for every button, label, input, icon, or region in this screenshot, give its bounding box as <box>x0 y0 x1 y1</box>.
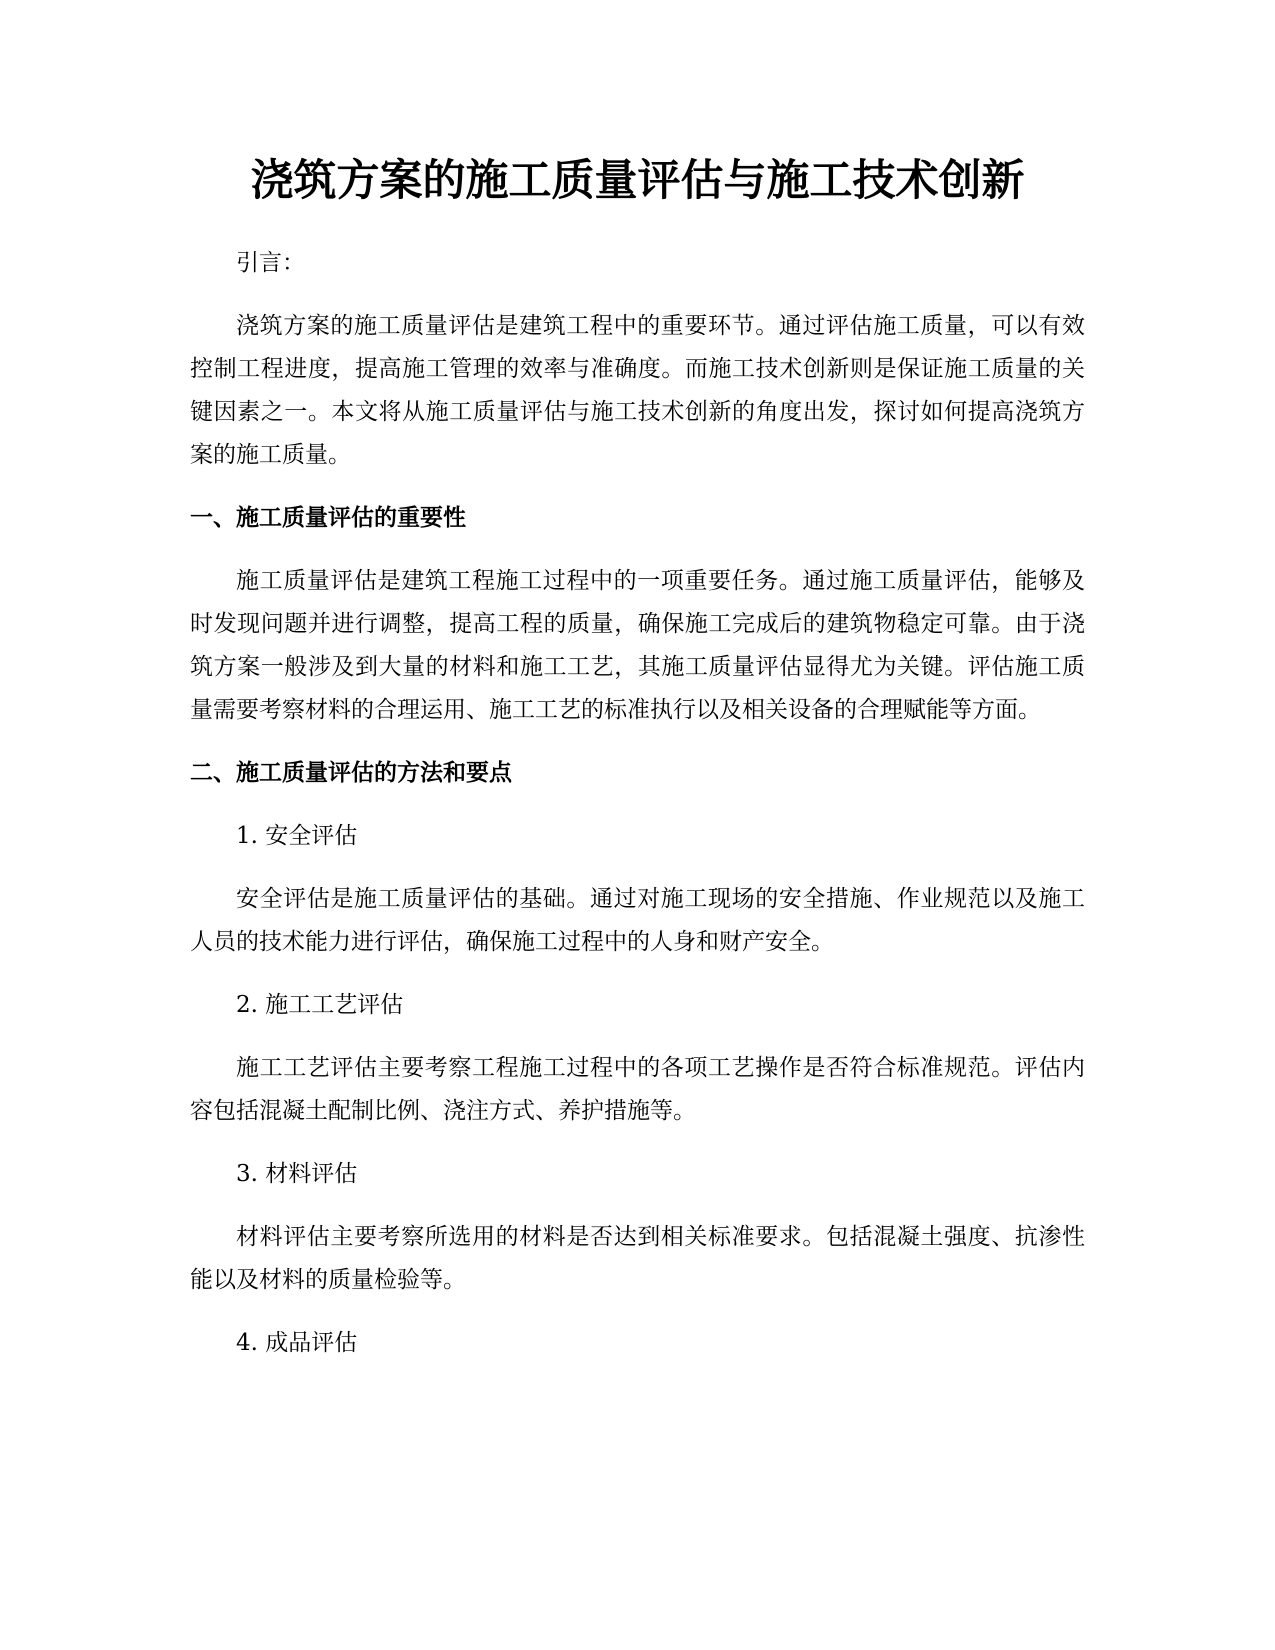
intro-paragraph: 浇筑方案的施工质量评估是建筑工程中的重要环节。通过评估施工质量，可以有效控制工程进度，提高施工管理的效率与准确度。而施工技术创新则是保证施工质量的关键因素之一。本文将从施工质量评估与施工技术创新的角度出发，探讨如何提高浇筑方案的施工质量。 <box>190 313 1085 468</box>
section-1-heading: 一、施工质量评估的重要性 <box>190 505 466 531</box>
item-4-label: 4. 成品评估 <box>236 1330 358 1356</box>
document-title: 浇筑方案的施工质量评估与施工技术创新 <box>250 156 1025 206</box>
section-1-paragraph: 施工质量评估是建筑工程施工过程中的一项重要任务。通过施工质量评估，能够及时发现问题并进行调整，提高工程的质量，确保施工完成后的建筑物稳定可靠。由于浇筑方案一般涉及到大量的材料和施工工艺，其施工质量评估显得尤为关键。评估施工质量需要考察材料的合理运用、施工工艺的标准执行以及相关设备的合理赋能等方面。 <box>190 568 1085 723</box>
item-1-paragraph: 安全评估是施工质量评估的基础。通过对施工现场的安全措施、作业规范以及施工人员的技术能力进行评估，确保施工过程中的人身和财产安全。 <box>190 886 1085 955</box>
item-1-label: 1. 安全评估 <box>236 823 358 849</box>
item-2-label: 2. 施工工艺评估 <box>236 992 404 1018</box>
intro-label: 引言： <box>236 250 305 276</box>
item-3-label: 3. 材料评估 <box>236 1161 358 1187</box>
section-2-heading: 二、施工质量评估的方法和要点 <box>190 760 512 786</box>
item-2-paragraph: 施工工艺评估主要考察工程施工过程中的各项工艺操作是否符合标准规范。评估内容包括混凝土配制比例、浇注方式、养护措施等。 <box>190 1055 1085 1124</box>
item-3-paragraph: 材料评估主要考察所选用的材料是否达到相关标准要求。包括混凝土强度、抗渗性能以及材料的质量检验等。 <box>190 1224 1085 1293</box>
